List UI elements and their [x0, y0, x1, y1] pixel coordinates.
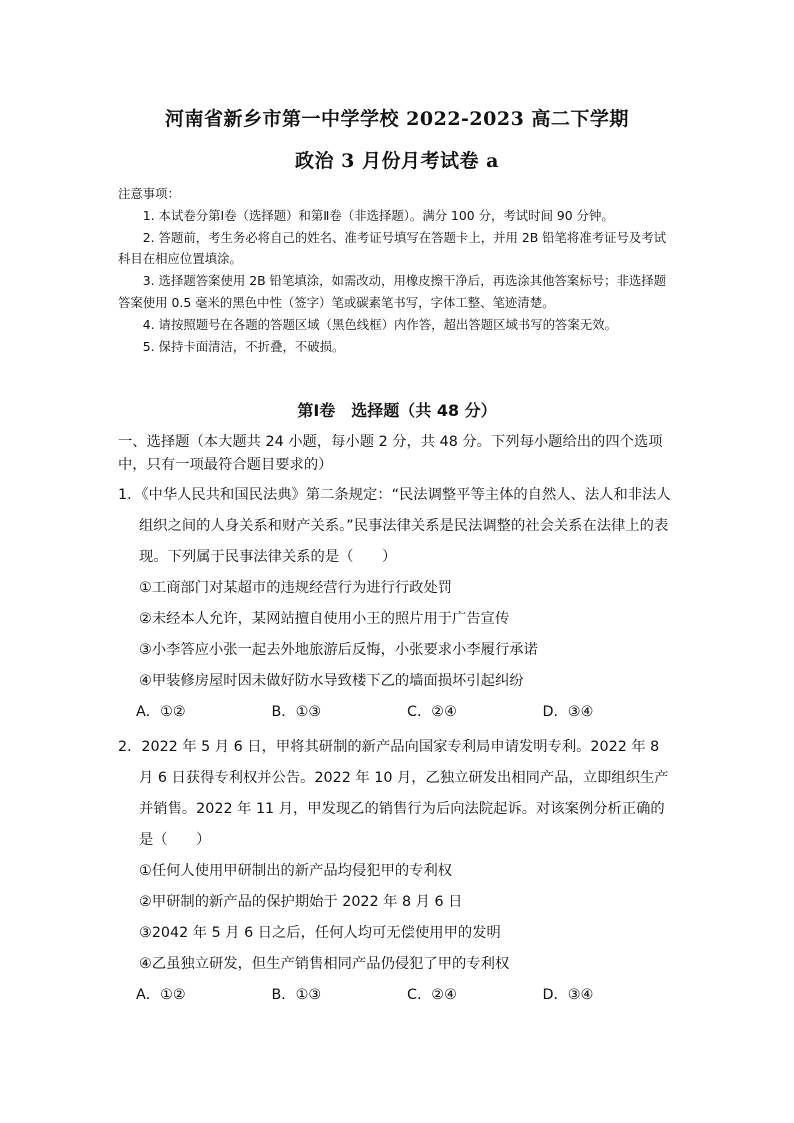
answer-choices	[118, 980, 678, 1011]
instructions	[118, 183, 678, 357]
question-option: ③2042 年 5 月 6 日之后，任何人均可无偿使用甲的发明	[139, 925, 501, 941]
section-intro: 一、选择题（本大题共 24 小题，每小题 2 分，共 48 分。下列每小题给出的四个选项中，只有一项最符合题目要求的）	[118, 434, 663, 473]
question-area	[118, 431, 678, 1011]
question-option: ②未经本人允许，某网站擅自使用小王的照片用于广告宣传	[139, 611, 510, 627]
question-2	[118, 732, 678, 1011]
choice-d[interactable]: D．③④	[542, 987, 594, 1003]
answer-choices	[118, 697, 678, 728]
instruction-item: 4. 请按照题号在各题的答题区域（黑色线框）内作答，超出答题区域书写的答案无效。	[142, 316, 618, 332]
question-stem: 1．《中华人民共和国民法典》第二条规定：“民法调整平等主体的自然人、法人和非法人组织之间的人身关系和财产关系。”民事法律关系是民法调整的社会关系在法律上的表现。下列属于民事法律关系的是（ ）	[118, 487, 671, 565]
instruction-item: 1. 本试卷分第Ⅰ卷（选择题）和第Ⅱ卷（非选择题）。满分 100 分，考试时间 90 分钟。	[142, 207, 614, 223]
question-option: ④乙虽独立研发，但生产销售相同产品仍侵犯了甲的专利权	[139, 956, 510, 972]
question-1	[118, 480, 678, 728]
question-option: ①工商部门对某超市的违规经营行为进行行政处罚	[139, 580, 453, 596]
question-option: ①任何人使用甲研制出的新产品均侵犯甲的专利权	[139, 863, 453, 879]
question-option: ④甲装修房屋时因未做好防水导致楼下乙的墙面损坏引起纠纷	[139, 673, 524, 689]
section-heading: 第Ⅰ卷 选择题（共 48 分）	[297, 401, 497, 420]
question-option: ③小李答应小张一起去外地旅游后反悔，小张要求小李履行承诺	[139, 642, 538, 658]
choice-c[interactable]: C．②④	[407, 704, 457, 720]
choice-d[interactable]: D．③④	[542, 704, 594, 720]
question-option: ②甲研制的新产品的保护期始于 2022 年 8 月 6 日	[139, 894, 463, 910]
choice-a[interactable]: A．①②	[136, 704, 186, 720]
instruction-item: 3. 选择题答案使用 2B 铅笔填涂，如需改动，用橡皮擦干净后，再选涂其他答案标号；非选择题答案使用 0.5 毫米的黑色中性（签字）笔或碳素笔书写，字体工整、笔迹清楚。	[118, 273, 667, 310]
instruction-item: 5. 保持卡面清洁，不折叠，不破损。	[142, 338, 345, 354]
choice-b[interactable]: B．①③	[271, 987, 322, 1003]
choice-b[interactable]: B．①③	[271, 704, 322, 720]
choice-c[interactable]: C．②④	[407, 987, 457, 1003]
exam-title: 河南省新乡市第一中学学校 2022-2023 高二下学期	[165, 108, 629, 130]
instructions-header: 注意事项：	[118, 186, 180, 201]
instruction-item: 2. 答题前，考生务必将自己的姓名、准考证号填写在答题卡上，并用 2B 铅笔将准考证号及考试科目在相应位置填涂。	[118, 229, 667, 267]
choice-a[interactable]: A．①②	[136, 987, 186, 1003]
question-stem: 2．2022 年 5 月 6 日，甲将其研制的新产品向国家专利局申请发明专利。2022 年 8 月 6 日获得专利权并公告。2022 年 10 月，乙独立研发出相同产品，立即组织生产并销售。2022 年 11 月，甲发现乙的销售行为后向法院起诉。对该案例分析正确的是（ ）	[118, 739, 669, 848]
exam-subtitle: 政治 3 月份月考试卷 a	[295, 150, 499, 172]
